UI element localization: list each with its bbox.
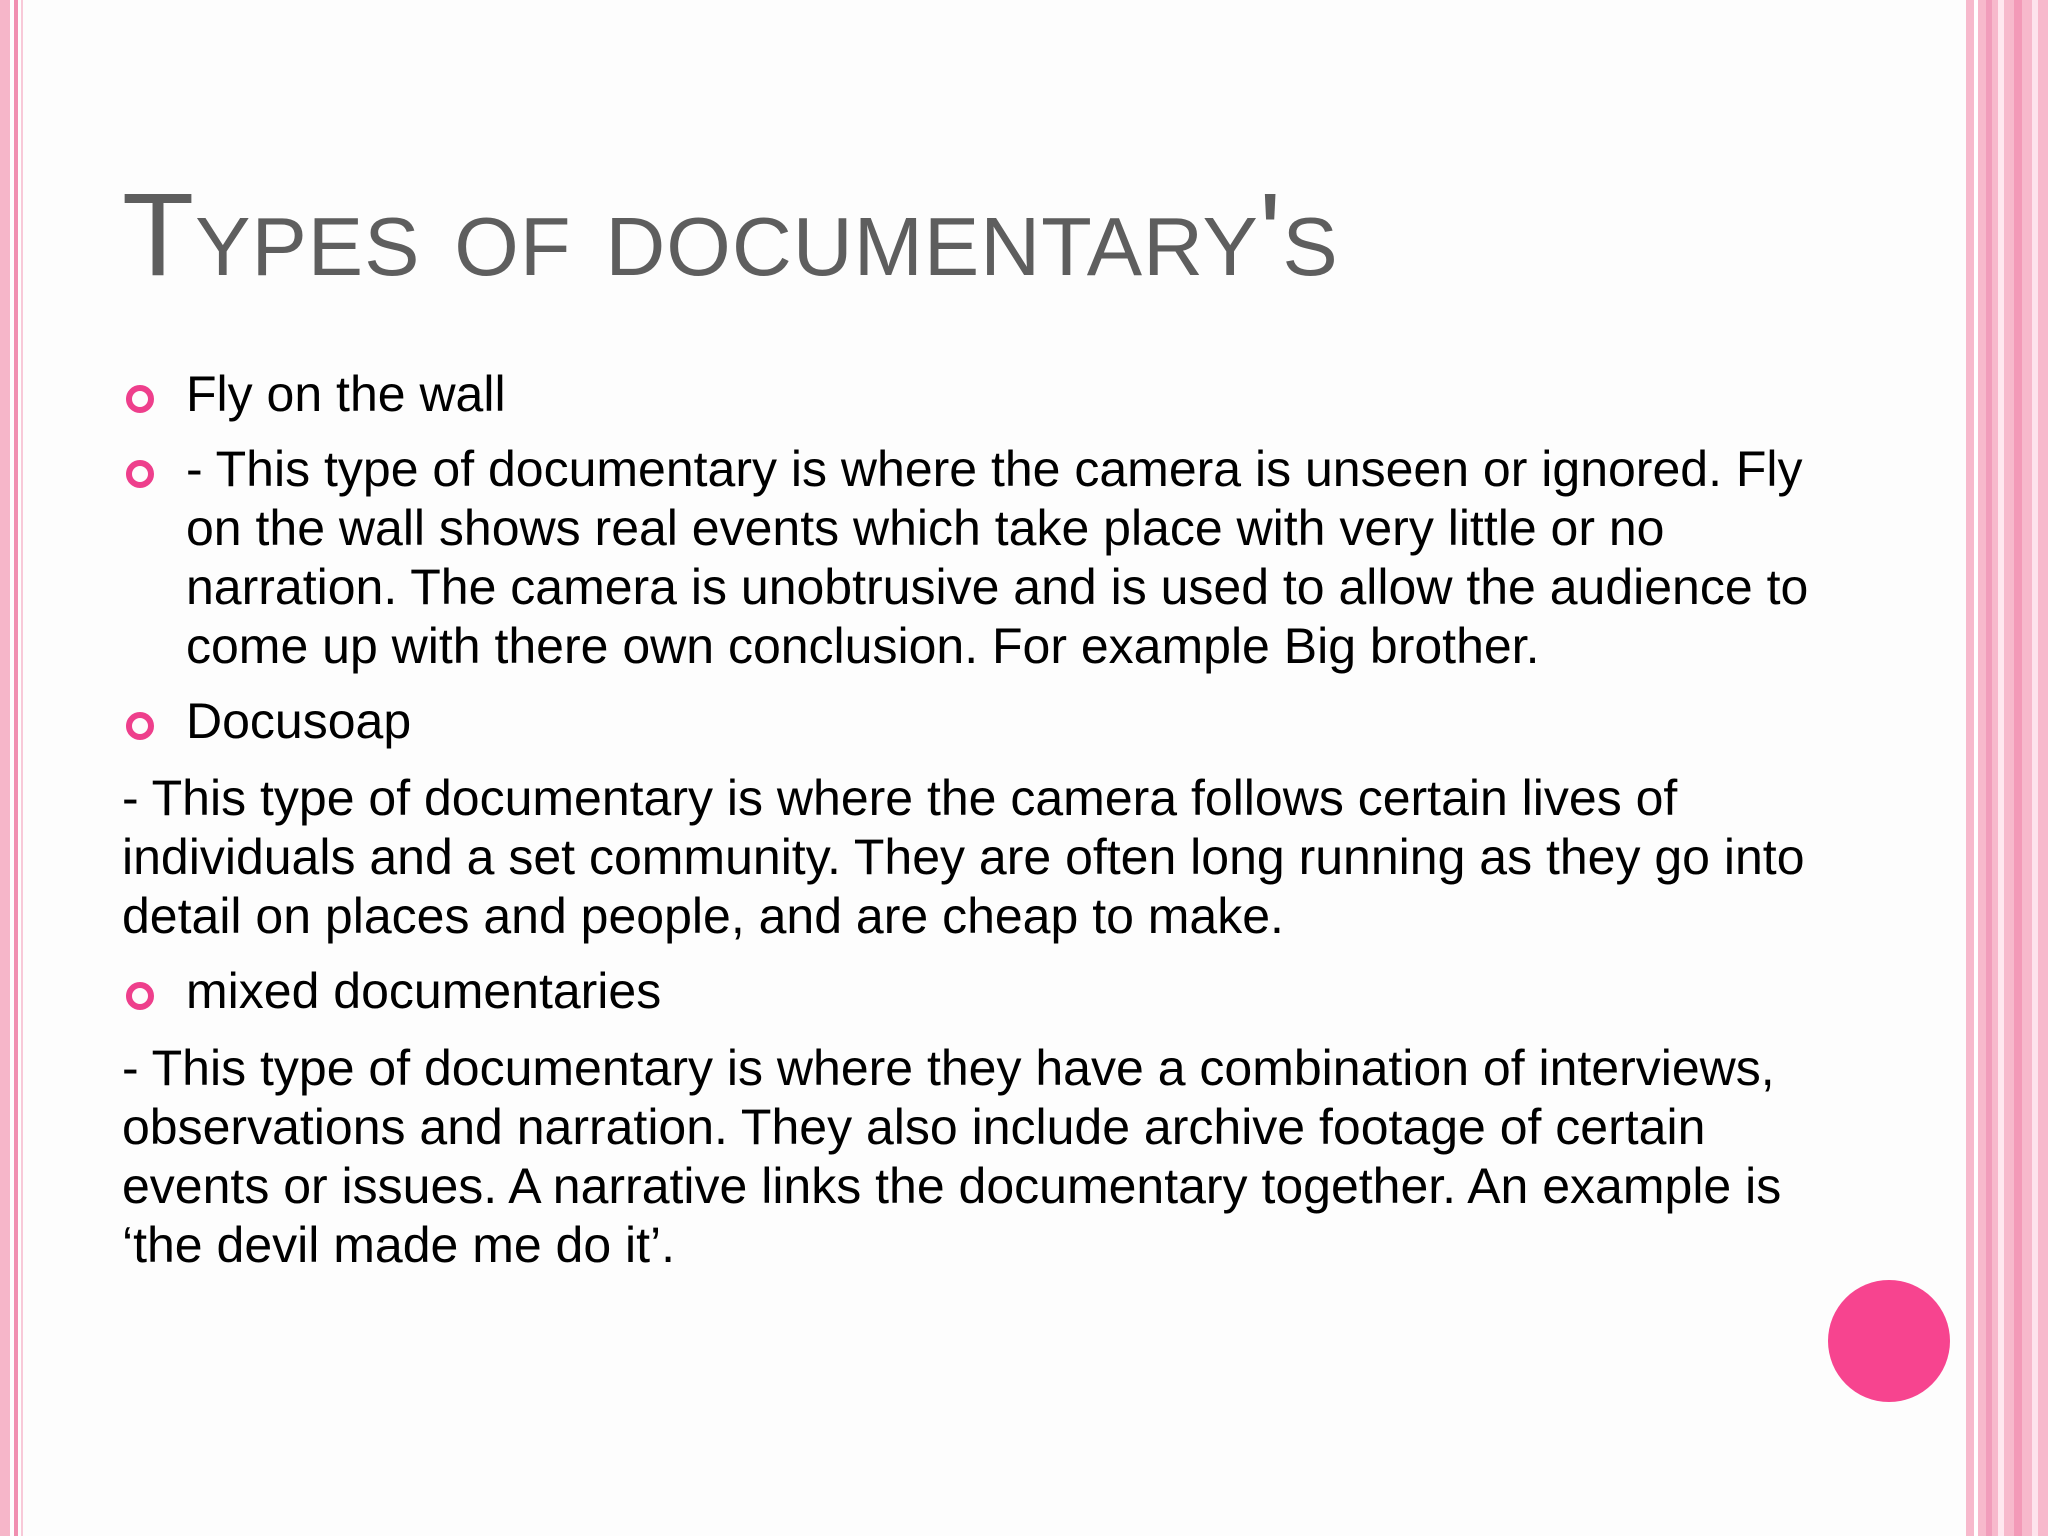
left-border-stripe <box>14 0 18 1536</box>
bullet-item-fly-on-the-wall-description <box>122 440 1812 676</box>
bullet-item-fly-on-the-wall <box>122 365 1812 424</box>
ring-bullet-icon <box>126 460 154 488</box>
left-border-stripe <box>21 0 23 1536</box>
mixed-documentaries-description: - This type of documentary is where they have a combination of interviews, observations and narration. They also include archive footage of certain events or issues. A narrative links the documentary together. An example is ‘the devil made me do it’. <box>122 1040 1782 1273</box>
slide-title: Types of documentary's <box>122 169 1339 301</box>
ring-bullet-icon <box>126 982 154 1010</box>
ring-bullet-icon <box>126 712 154 740</box>
bullet-text: Fly on the wall <box>186 366 506 422</box>
docusoap-description: - This type of documentary is where the camera follows certain lives of individuals and a set community. They are often long running as they go into detail on places and people, and are cheap to make. <box>122 770 1805 944</box>
bullet-item-docusoap <box>122 692 1812 751</box>
right-stripe <box>2014 0 2022 1536</box>
bullet-text: Docusoap <box>186 693 412 749</box>
left-border-stripe <box>0 0 10 1536</box>
bullet-text: - This type of documentary is where the camera is unseen or ignored. Fly on the wall shows real events which take place with very little or no narration. The camera is unobtrusive and is used to allow the audience to come up with there own conclusion. For example Big brother. <box>186 441 1809 674</box>
right-stripe <box>1998 0 2004 1536</box>
ring-bullet-icon <box>126 385 154 413</box>
bullet-text: mixed documentaries <box>186 963 662 1019</box>
right-border-stripes <box>1966 0 2048 1536</box>
bullet-item-mixed-documentaries <box>122 962 1812 1021</box>
right-stripe <box>1974 0 1978 1536</box>
pink-circle-icon <box>1828 1280 1950 1402</box>
right-stripe <box>1986 0 1992 1536</box>
right-stripe <box>2032 0 2038 1536</box>
slide-content <box>122 365 1812 1275</box>
